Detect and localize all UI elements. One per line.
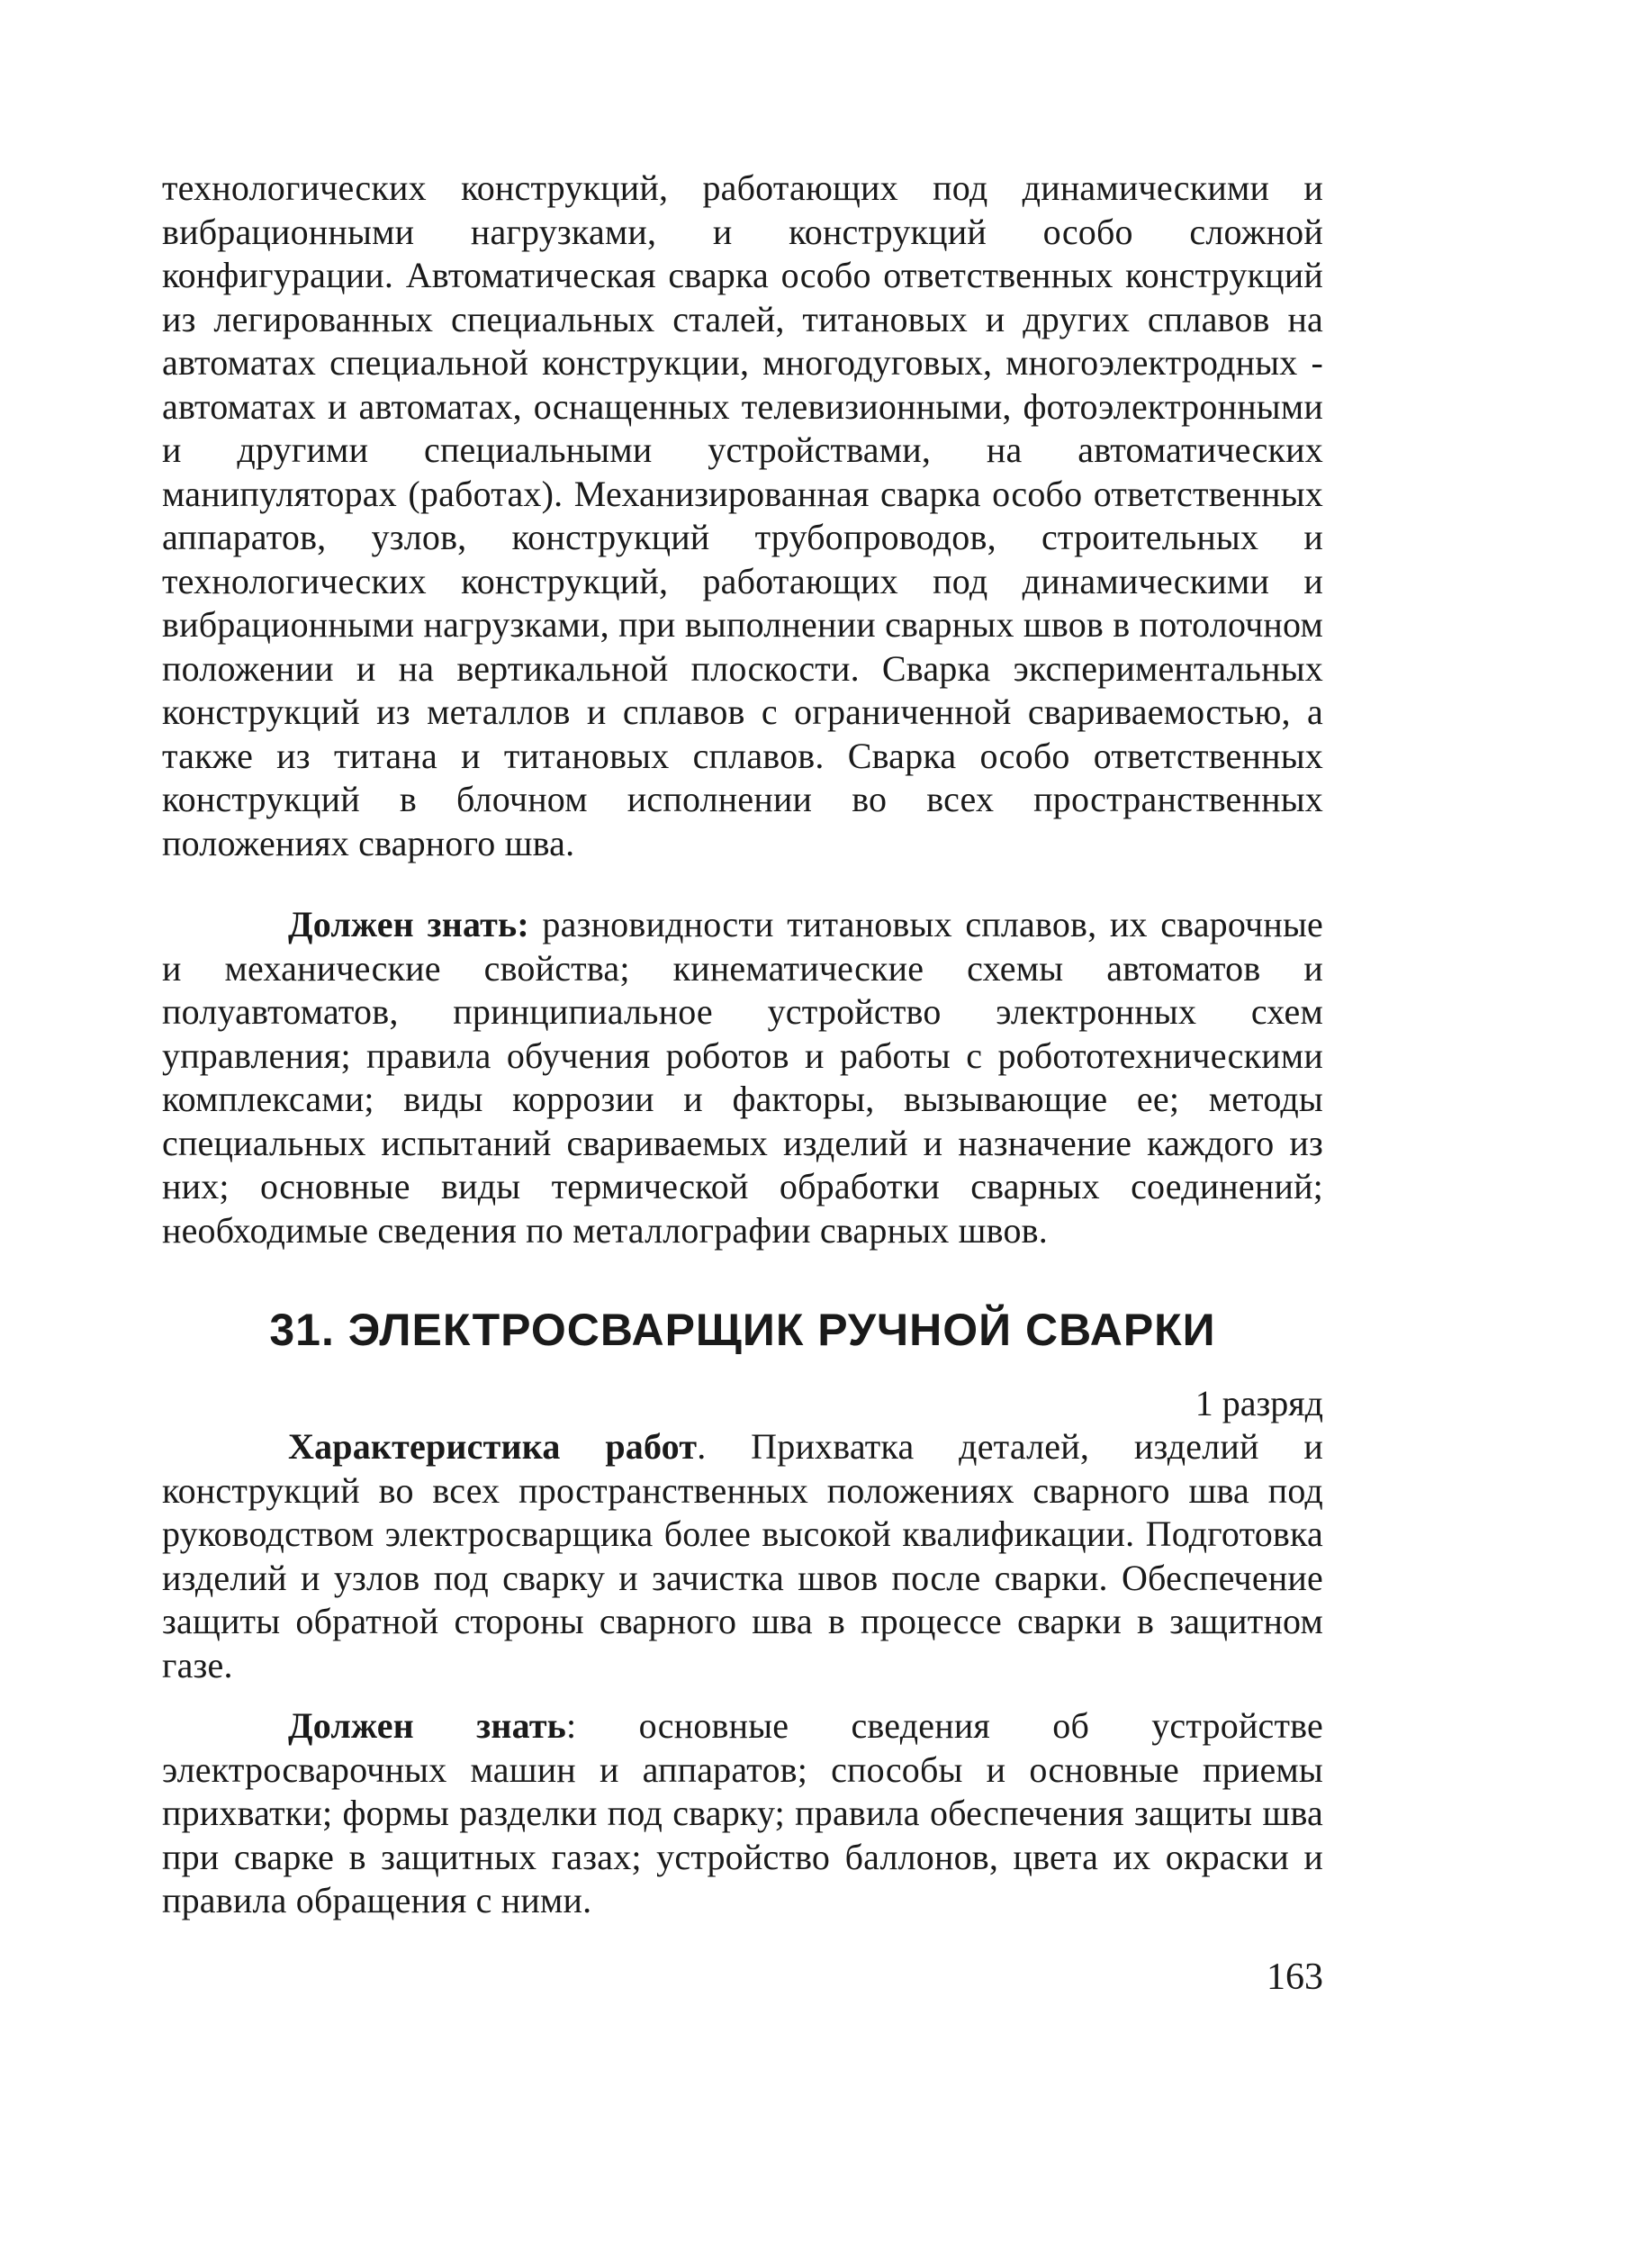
page-number: 163: [1267, 1956, 1323, 1998]
body-paragraph-4: [162, 1704, 1323, 1923]
body-paragraph-3: [162, 1425, 1323, 1687]
paragraph-lead: Должен знать: [288, 1705, 567, 1746]
paragraph-content: [162, 1425, 1323, 1687]
grade-label: 1 разряд: [1195, 1383, 1323, 1423]
paragraph-content: [162, 1704, 1323, 1923]
paragraph-text: разновидности титановых сплавов, их сварочные и механические свойства; кинематические схемы автоматов и полуавтоматов, принципиальное устройство электронных схем управления; правила обучения роботов и работы с робототехническими комплексами; виды коррозии и факторы, вызывающие ее; методы специальных испытаний свариваемых изделий и назначение каждого из них; основные виды термической обработки сварных соединений; необходимые сведения по металлографии сварных швов.: [162, 904, 1323, 1251]
body-paragraph-2: [162, 903, 1323, 1252]
paragraph-text: технологических конструкций, работающих под динамическими и вибрационными нагрузками, и конструкций особо сложной конфигурации. Автоматическая сварка особо ответственных конструкций из легированных специальных сталей, титановых и других сплавов на автоматах специальной конструкции, многодуговых, многоэлектродных - автоматах и автоматах, оснащенных телевизионными, фотоэлектронными и другими специальными устройствами, на автоматических манипуляторах (работах). Механизированная сварка особо ответственных аппаратов, узлов, конструкций трубопроводов, строительных и технологических конструкций, работающих под динамическими и вибрационными нагрузками, при выполнении сварных швов в потолочном положении и на вертикальной плоскости. Сварка экспериментальных конструкций из металлов и сплавов с ограниченной свариваемостью, а также из титана и титановых сплавов. Сварка особо ответственных конструкций в блочном исполнении во всех пространственных положениях сварного шва.: [162, 167, 1323, 863]
body-paragraph-1: [162, 167, 1323, 865]
paragraph-text: . Прихватка деталей, изделий и конструкций во всех пространственных положениях сварного шва под руководством электросварщика более высокой квалификации. Подготовка изделий и узлов под сварку и зачистка швов после сварки. Обеспечение защиты обратной стороны сварного шва в процессе сварки в защитном газе.: [162, 1426, 1323, 1685]
section-heading: 31. ЭЛЕКТРОСВАРЩИК РУЧНОЙ СВАРКИ: [269, 1305, 1216, 1355]
paragraph-text: : основные сведения об устройстве электросварочных машин и аппаратов; способы и основные приемы прихватки; формы разделки под сварку; правила обеспечения защиты шва при сварке в защитных газах; устройство баллонов, цвета их окраски и правила обращения с ними.: [162, 1705, 1323, 1920]
paragraph-content: [162, 903, 1323, 1252]
paragraph-lead: Характеристика работ: [288, 1426, 698, 1467]
paragraph-lead: Должен знать:: [288, 904, 529, 944]
